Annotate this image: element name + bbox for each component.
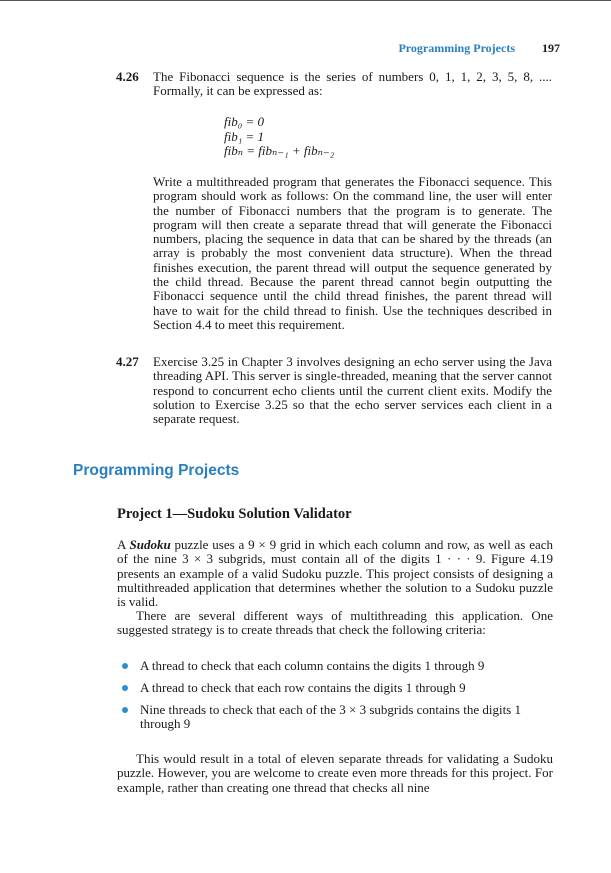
exercise-body: Exercise 3.25 in Chapter 3 involves designing an echo server using the Java threading API. This server is single-threaded, meaning that the server cannot respond to concurrent echo clients until the current client exits. Modify the solution to Exercise 3.25 so that the echo server services each client in a separate request. xyxy=(153,354,552,427)
exercise-number: 4.27 xyxy=(116,354,139,369)
exercise-number: 4.26 xyxy=(116,69,139,84)
project-paragraph-3: This would result in a total of eleven separate threads for validating a Sudoku puzzle. However, you are welcome to create even more threads for this project. For example, rather than creating one thread that checks all nine xyxy=(117,751,553,795)
paragraph-text: A xyxy=(117,537,130,552)
page-number: 197 xyxy=(542,41,560,55)
list-item-text: A thread to check that each column contains the digits 1 through 9 xyxy=(140,658,485,673)
bullet-icon xyxy=(122,685,128,691)
list-item xyxy=(117,703,553,732)
list-item-text: A thread to check that each row contains the digits 1 through 9 xyxy=(140,679,466,695)
sudoku-term: Sudoku xyxy=(129,537,171,552)
list-item xyxy=(117,681,553,695)
section-heading: Programming Projects xyxy=(73,462,240,479)
exercise-body: Write a multithreaded program that generates the Fibonacci sequence. This program should work as follows: On the command line, the user will enter the number of Fibonacci numbers that the program is to generate. The program will then create a separate thread that will generate the Fibonacci numbers, placing the sequence in data that can be shared by the threads (an array is probably the most convenient data structure). When the thread finishes execution, the parent thread will output the sequence generated by the child thread. Because the parent thread cannot begin outputting the Fibonacci sequence until the child thread finishes, the parent thread will have to wait for the child thread to finish. Use the techniques described in Section 4.4 to meet this requirement. xyxy=(153,174,552,332)
running-head-title: Programming Projects xyxy=(398,41,515,55)
exercise-4-26-body xyxy=(116,175,552,332)
running-head xyxy=(0,41,560,56)
fibonacci-formula xyxy=(224,115,334,159)
bullet-icon xyxy=(122,663,128,669)
top-rule xyxy=(0,0,611,1)
exercise-4-26 xyxy=(116,70,552,99)
exercise-intro: The Fibonacci sequence is the series of numbers 0, 1, 1, 2, 3, 5, 8, .... Formally, it can be expressed as: xyxy=(153,69,552,99)
list-item-text: Nine threads to check that each of the 3 × 3 subgrids contains the digits 1 through 9 xyxy=(140,701,521,731)
project-paragraph-2: There are several different ways of multithreading this application. One suggested strategy is to create threads that check the following criteria: xyxy=(117,608,553,638)
formula-line: fibₙ = fibₙ₋₁ + fibₙ₋₂ xyxy=(224,143,335,158)
formula-line: fib₀ = 0 xyxy=(224,114,265,129)
exercise-4-27 xyxy=(116,355,552,426)
paragraph-text: puzzle uses a 9 × 9 grid in which each column and row, as well as each of the nine 3 × 3 subgrids, must contain all of the digits 1 · · · 9. Figure 4.19 presents an example of a valid Sudoku puzzle. This project consists of designing a multithreaded application that determines whether the solution to a Sudoku puzzle is valid. xyxy=(117,537,554,610)
bullet-icon xyxy=(122,707,128,713)
list-item xyxy=(117,659,553,673)
criteria-list xyxy=(117,659,553,739)
formula-line: fib₁ = 1 xyxy=(224,128,265,144)
project-heading: Project 1—Sudoku Solution Validator xyxy=(117,506,352,522)
project-paragraph-1 xyxy=(117,538,553,609)
